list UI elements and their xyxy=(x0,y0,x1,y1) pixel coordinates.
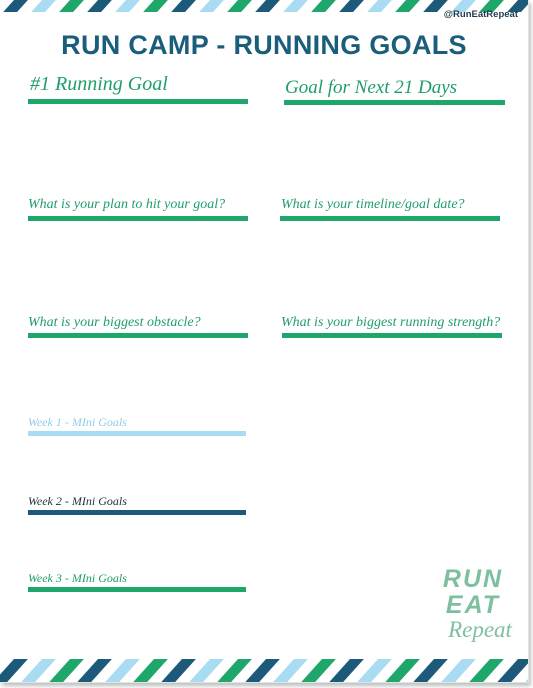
social-handle: @RunEatRepeat xyxy=(443,9,518,20)
week1-label: Week 1 - MIni Goals xyxy=(28,415,127,429)
week1-line xyxy=(28,431,246,436)
week3-label: Week 3 - MIni Goals xyxy=(28,571,127,585)
strength-label: What is your biggest running strength? xyxy=(281,315,501,330)
page-title: RUN CAMP - RUNNING GOALS xyxy=(61,30,467,60)
timeline-label: What is your timeline/goal date? xyxy=(281,197,465,212)
plan-label: What is your plan to hit your goal? xyxy=(28,197,226,212)
run-eat-repeat-logo xyxy=(428,566,518,642)
timeline-line xyxy=(280,216,500,221)
week2-line xyxy=(28,510,246,515)
strength-line xyxy=(282,333,502,338)
plan-line xyxy=(28,216,248,221)
obstacle-label: What is your biggest obstacle? xyxy=(28,315,201,330)
logo-run: RUN xyxy=(442,565,504,593)
goal21-label: Goal for Next 21 Days xyxy=(285,77,458,98)
obstacle-line xyxy=(28,333,248,338)
goal21-line xyxy=(284,100,505,105)
week2-label: Week 2 - MIni Goals xyxy=(28,494,127,508)
week3-line xyxy=(28,587,246,592)
logo-eat: EAT xyxy=(445,591,501,619)
goal1-label: #1 Running Goal xyxy=(30,73,168,95)
goal1-line xyxy=(28,99,248,104)
bottom-stripe-border xyxy=(0,659,528,682)
logo-repeat: Repeat xyxy=(448,617,512,642)
